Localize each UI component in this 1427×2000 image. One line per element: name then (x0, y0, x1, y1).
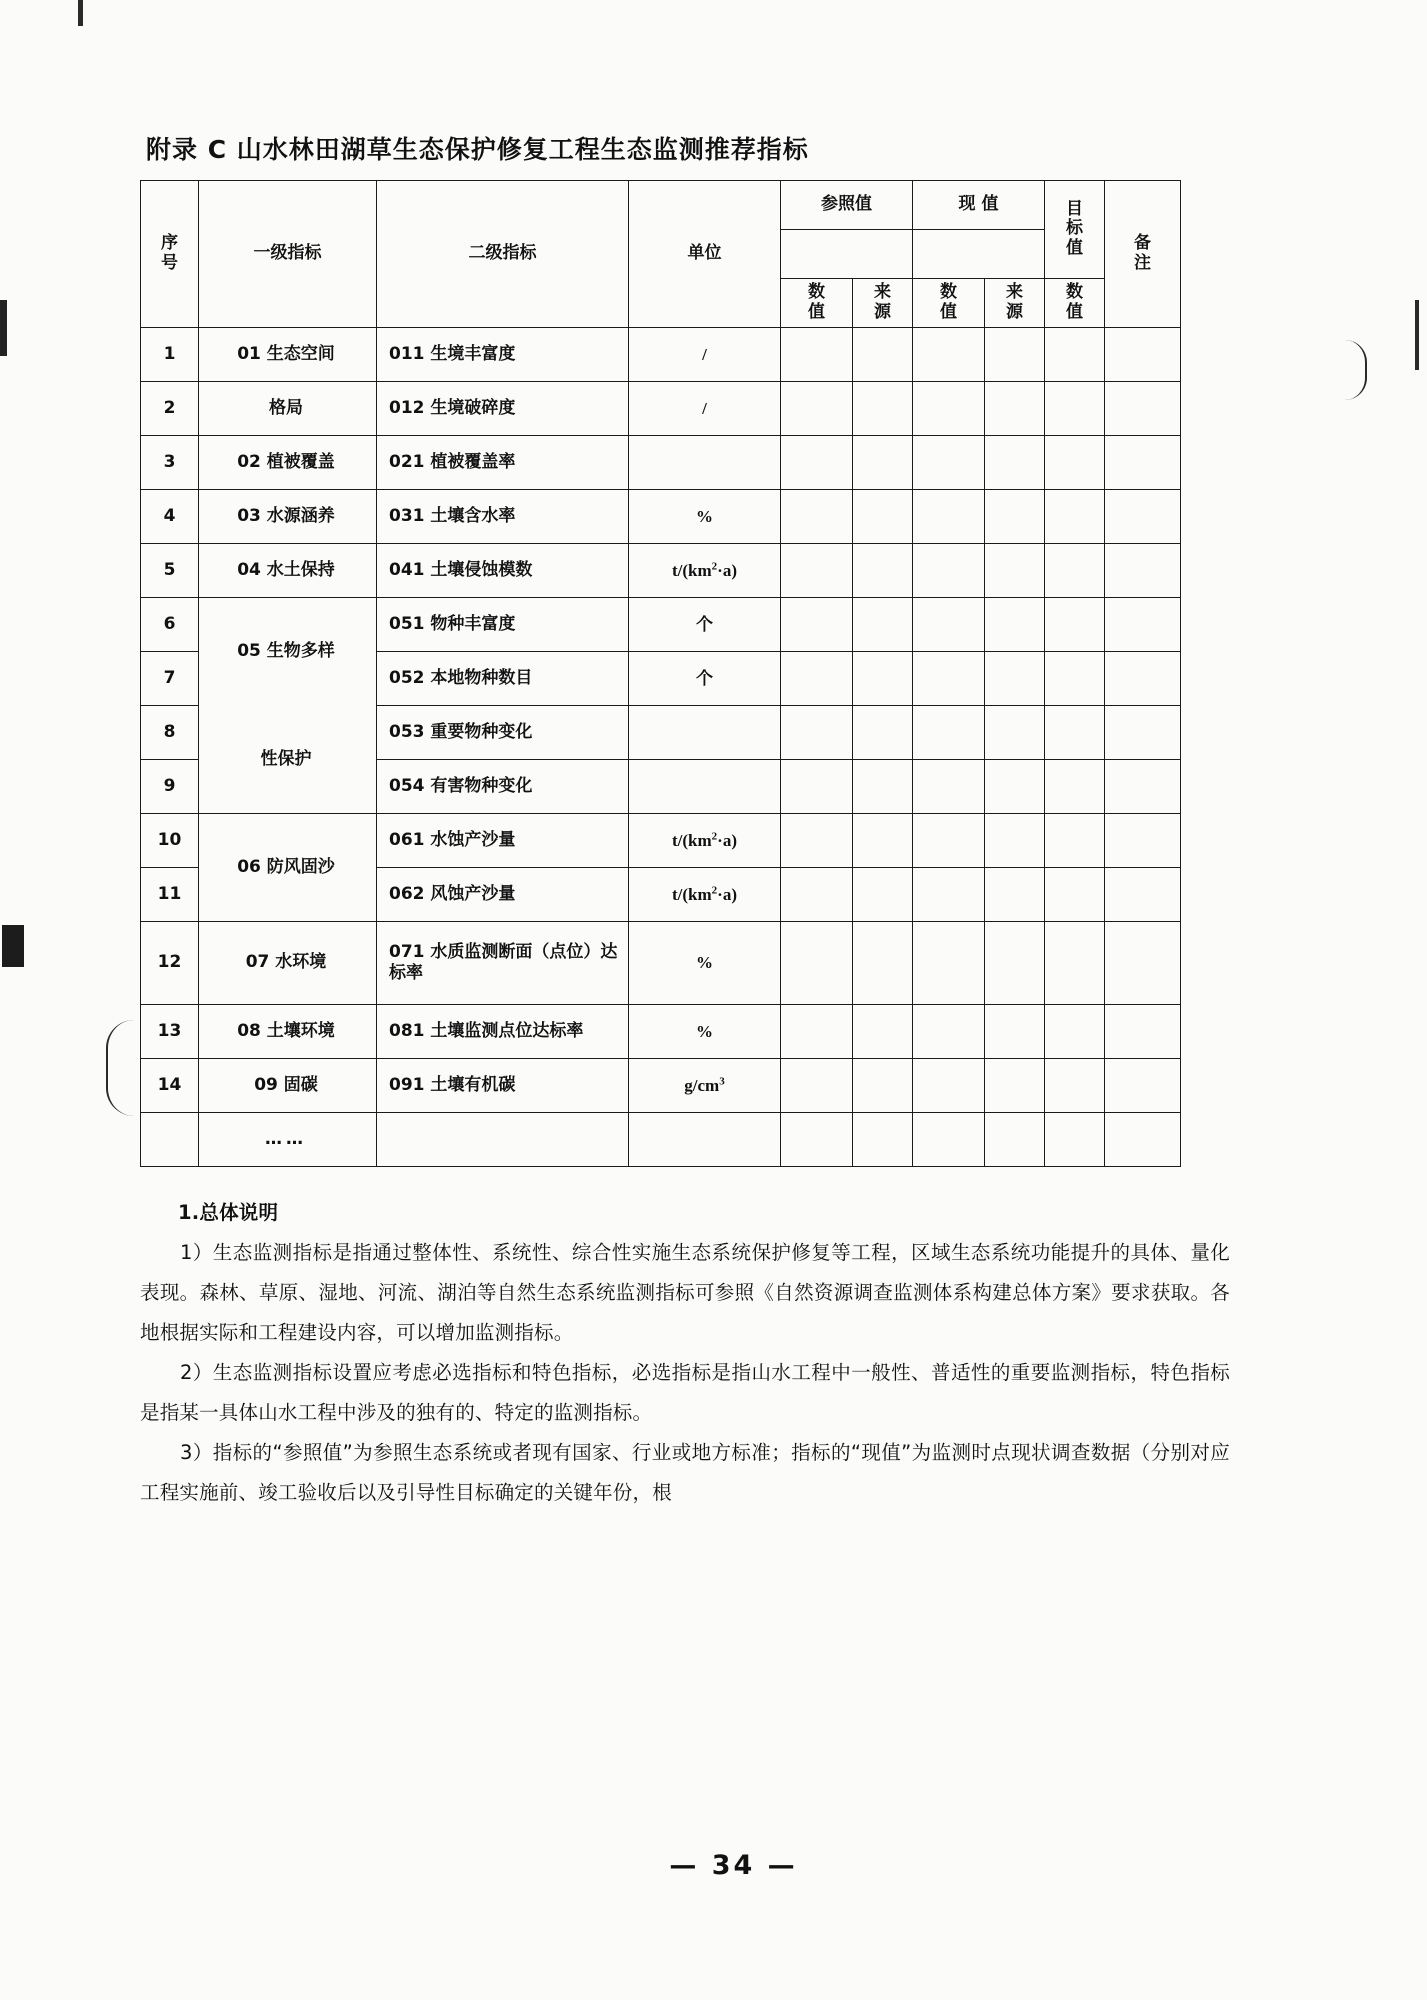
cell-remark (1105, 760, 1181, 814)
cell-unit (629, 1113, 781, 1167)
cell-unit: 个 (629, 598, 781, 652)
cell-level1: …… (199, 1113, 377, 1167)
cell-remark (1105, 328, 1181, 382)
cell-cur-source (985, 598, 1045, 652)
cell-unit (629, 436, 781, 490)
notes-paragraph-3: 3）指标的“参照值”为参照生态系统或者现有国家、行业或地方标准；指标的“现值”为监测时点现状调查数据（分别对应工程实施前、竣工验收后以及引导性目标确定的关键年份，根 (140, 1440, 1230, 1504)
cell-ref-value (781, 328, 853, 382)
cell-remark (1105, 706, 1181, 760)
cell-cur-value (913, 1005, 985, 1059)
scan-artifact-top-left (78, 0, 83, 26)
table-row (141, 328, 1181, 382)
cell-cur-value (913, 490, 985, 544)
cell-level2: 011 生境丰富度 (377, 328, 629, 382)
cell-cur-value (913, 706, 985, 760)
cell-unit: % (629, 490, 781, 544)
cell-level1: 07 水环境 (199, 922, 377, 1005)
cell-unit: $t/(km^2\cdot a)$ (629, 868, 781, 922)
cell-level1: 09 固碳 (199, 1059, 377, 1113)
cell-unit: 个 (629, 652, 781, 706)
cell-remark (1105, 382, 1181, 436)
cell-cur-source (985, 1005, 1045, 1059)
header-ref-source: 来 源 (853, 279, 913, 328)
cell-cur-value (913, 436, 985, 490)
page-number-text: — 34 — (669, 1850, 798, 1881)
cell-unit: $t/(km^2\cdot a)$ (629, 814, 781, 868)
cell-ref-value (781, 1059, 853, 1113)
page-number (0, 1850, 1427, 1881)
header-ref-value: 数 值 (781, 279, 853, 328)
cell-remark (1105, 652, 1181, 706)
scan-artifact-curve-right (1345, 340, 1367, 400)
cell-ref-source (853, 436, 913, 490)
cell-cur-value (913, 760, 985, 814)
cell-cur-value (913, 814, 985, 868)
cell-ref-value (781, 814, 853, 868)
cell-level2: 051 物种丰富度 (377, 598, 629, 652)
header-level1: 一级指标 (199, 181, 377, 328)
table-row (141, 814, 1181, 868)
cell-target-value (1045, 760, 1105, 814)
header-remark: 备 注 (1105, 181, 1181, 328)
cell-seq: 8 (141, 706, 199, 760)
cell-seq: 7 (141, 652, 199, 706)
cell-seq: 11 (141, 868, 199, 922)
cell-ref-source (853, 1059, 913, 1113)
cell-level1: 08 土壤环境 (199, 1005, 377, 1059)
cell-level1: 04 水土保持 (199, 544, 377, 598)
cell-level1: 03 水源涵养 (199, 490, 377, 544)
notes-heading: 1.总体说明 (178, 1201, 279, 1224)
cell-unit: $t/(km^2\cdot a)$ (629, 544, 781, 598)
cell-ref-value (781, 1005, 853, 1059)
cell-target-value (1045, 814, 1105, 868)
cell-cur-source (985, 1113, 1045, 1167)
notes-paragraph-2: 2）生态监测指标设置应考虑必选指标和特色指标，必选指标是指山水工程中一般性、普适性的重要监测指标，特色指标是指某一具体山水工程中涉及的独有的、特定的监测指标。 (140, 1360, 1230, 1424)
header-target: 目 标 值 (1045, 181, 1105, 279)
cell-unit: / (629, 328, 781, 382)
table-row (141, 1005, 1181, 1059)
cell-seq: 3 (141, 436, 199, 490)
cell-cur-source (985, 652, 1045, 706)
cell-cur-value (913, 652, 985, 706)
cell-ref-value (781, 1113, 853, 1167)
cell-ref-source (853, 1113, 913, 1167)
cell-level2 (377, 1113, 629, 1167)
cell-cur-source (985, 328, 1045, 382)
cell-unit: % (629, 922, 781, 1005)
header-unit: 单位 (629, 181, 781, 328)
table-row (141, 436, 1181, 490)
cell-cur-source (985, 544, 1045, 598)
cell-level2: 012 生境破碎度 (377, 382, 629, 436)
table-row (141, 544, 1181, 598)
cell-ref-value (781, 760, 853, 814)
cell-ref-source (853, 652, 913, 706)
cell-cur-source (985, 706, 1045, 760)
document-content (140, 130, 1280, 1513)
cell-seq: 10 (141, 814, 199, 868)
cell-remark (1105, 814, 1181, 868)
cell-level2: 062 风蚀产沙量 (377, 868, 629, 922)
scan-artifact-curve-left (106, 1020, 134, 1116)
cell-seq: 14 (141, 1059, 199, 1113)
cell-cur-value (913, 1059, 985, 1113)
cell-ref-source (853, 706, 913, 760)
cell-ref-value (781, 544, 853, 598)
cell-ref-source (853, 922, 913, 1005)
cell-level1: 02 植被覆盖 (199, 436, 377, 490)
cell-target-value (1045, 490, 1105, 544)
scan-artifact-left-upper (0, 300, 7, 356)
cell-target-value (1045, 868, 1105, 922)
cell-ref-source (853, 868, 913, 922)
cell-cur-value (913, 598, 985, 652)
cell-remark (1105, 598, 1181, 652)
cell-ref-source (853, 598, 913, 652)
header-target-value: 数 值 (1045, 279, 1105, 328)
cell-level2: 071 水质监测断面（点位）达标率 (377, 922, 629, 1005)
cell-remark (1105, 1113, 1181, 1167)
cell-ref-value (781, 490, 853, 544)
cell-ref-value (781, 922, 853, 1005)
cell-level1: 格局 (199, 382, 377, 436)
scan-artifact-left-lower (2, 925, 24, 967)
cell-seq: 5 (141, 544, 199, 598)
cell-level2: 081 土壤监测点位达标率 (377, 1005, 629, 1059)
cell-unit (629, 760, 781, 814)
notes-section (140, 1193, 1230, 1513)
page-title: 附录 C 山水林田湖草生态保护修复工程生态监测推荐指标 (146, 135, 809, 164)
cell-cur-value (913, 868, 985, 922)
cell-unit: $g/cm^3$ (629, 1059, 781, 1113)
cell-cur-source (985, 868, 1045, 922)
cell-target-value (1045, 328, 1105, 382)
cell-level2: 041 土壤侵蚀模数 (377, 544, 629, 598)
scan-artifact-right (1415, 300, 1419, 370)
table-row (141, 1059, 1181, 1113)
table-body (141, 328, 1181, 1167)
cell-remark (1105, 922, 1181, 1005)
cell-cur-source (985, 1059, 1045, 1113)
cell-seq: 4 (141, 490, 199, 544)
cell-level2: 053 重要物种变化 (377, 706, 629, 760)
cell-cur-source (985, 760, 1045, 814)
cell-cur-source (985, 490, 1045, 544)
cell-ref-value (781, 382, 853, 436)
header-level2: 二级指标 (377, 181, 629, 328)
cell-ref-value (781, 598, 853, 652)
cell-unit: / (629, 382, 781, 436)
cell-ref-source (853, 544, 913, 598)
cell-cur-source (985, 922, 1045, 1005)
cell-target-value (1045, 382, 1105, 436)
cell-target-value (1045, 436, 1105, 490)
cell-remark (1105, 868, 1181, 922)
cell-seq: 6 (141, 598, 199, 652)
cell-seq: 13 (141, 1005, 199, 1059)
cell-level1: 05 生物多样 (199, 598, 377, 706)
cell-remark (1105, 1059, 1181, 1113)
cell-level1: 06 防风固沙 (199, 814, 377, 922)
cell-level2: 052 本地物种数目 (377, 652, 629, 706)
cell-level2: 021 植被覆盖率 (377, 436, 629, 490)
cell-cur-value (913, 922, 985, 1005)
cell-target-value (1045, 598, 1105, 652)
cell-cur-value (913, 544, 985, 598)
table-row (141, 706, 1181, 760)
table-row (141, 922, 1181, 1005)
cell-ref-source (853, 1005, 913, 1059)
table-row (141, 598, 1181, 652)
cell-target-value (1045, 922, 1105, 1005)
monitoring-indicator-table (140, 180, 1181, 1167)
header-seq: 序 号 (141, 181, 199, 328)
cell-cur-value (913, 382, 985, 436)
cell-cur-source (985, 436, 1045, 490)
cell-level2: 091 土壤有机碳 (377, 1059, 629, 1113)
header-cur-value: 数 值 (913, 279, 985, 328)
cell-cur-source (985, 382, 1045, 436)
header-cur-source: 来 源 (985, 279, 1045, 328)
header-current: 现 值 (913, 181, 1045, 230)
cell-ref-source (853, 382, 913, 436)
cell-target-value (1045, 706, 1105, 760)
cell-unit (629, 706, 781, 760)
cell-level2: 031 土壤含水率 (377, 490, 629, 544)
cell-target-value (1045, 1005, 1105, 1059)
cell-seq (141, 1113, 199, 1167)
notes-paragraph-1: 1）生态监测指标是指通过整体性、系统性、综合性实施生态系统保护修复等工程，区域生态系统功能提升的具体、量化表现。森林、草原、湿地、河流、湖泊等自然生态系统监测指标可参照《自然资源调查监测体系构建总体方案》要求获取。各地根据实际和工程建设内容，可以增加监测指标。 (140, 1240, 1230, 1344)
cell-unit: % (629, 1005, 781, 1059)
cell-ref-source (853, 490, 913, 544)
cell-seq: 2 (141, 382, 199, 436)
cell-cur-value (913, 1113, 985, 1167)
cell-ref-value (781, 652, 853, 706)
table-row-ellipsis (141, 1113, 1181, 1167)
cell-level2: 061 水蚀产沙量 (377, 814, 629, 868)
cell-ref-source (853, 328, 913, 382)
cell-ref-source (853, 814, 913, 868)
cell-target-value (1045, 544, 1105, 598)
cell-remark (1105, 544, 1181, 598)
cell-seq: 1 (141, 328, 199, 382)
cell-remark (1105, 436, 1181, 490)
cell-target-value (1045, 652, 1105, 706)
cell-target-value (1045, 1113, 1105, 1167)
cell-seq: 12 (141, 922, 199, 1005)
cell-target-value (1045, 1059, 1105, 1113)
cell-level1: 01 生态空间 (199, 328, 377, 382)
cell-seq: 9 (141, 760, 199, 814)
cell-ref-source (853, 760, 913, 814)
cell-level2: 054 有害物种变化 (377, 760, 629, 814)
cell-level1: 性保护 (199, 706, 377, 814)
header-reference: 参照值 (781, 181, 913, 230)
table-row (141, 382, 1181, 436)
cell-cur-source (985, 814, 1045, 868)
cell-ref-value (781, 868, 853, 922)
cell-ref-value (781, 706, 853, 760)
cell-ref-value (781, 436, 853, 490)
cell-remark (1105, 490, 1181, 544)
cell-cur-value (913, 328, 985, 382)
table-row (141, 490, 1181, 544)
cell-remark (1105, 1005, 1181, 1059)
